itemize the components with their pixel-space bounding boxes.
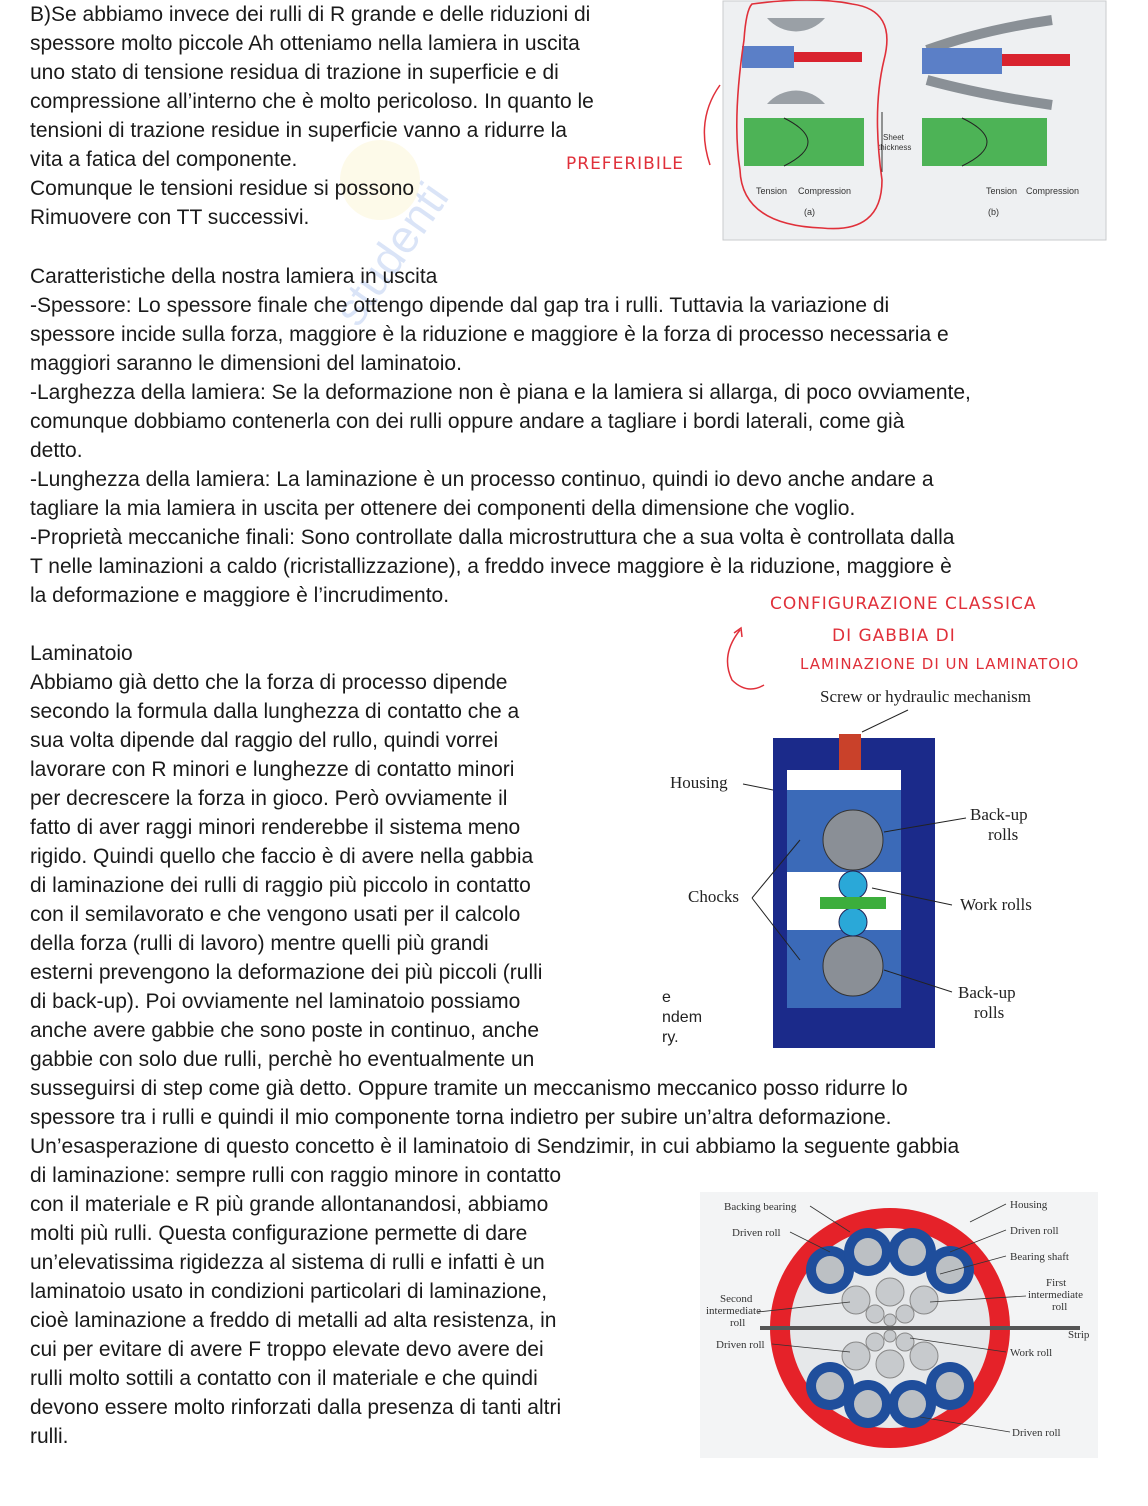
text-line: spessore tra i rulli e quindi il mio componente torna indietro per subire un’altra deformazione.	[30, 1106, 892, 1129]
label-work-rolls: Work rolls	[960, 895, 1032, 914]
strip-out-b	[1002, 54, 1070, 66]
text-line: lavorare con R minori e lunghezze di contatto minori	[30, 758, 515, 781]
sendzimir-strip	[760, 1326, 1080, 1330]
label-tension-a: Tension	[756, 186, 788, 196]
text-line: cui per evitare di avere F troppo elevate devo avere dei	[30, 1338, 544, 1361]
label-bearing-shaft: Bearing shaft	[1010, 1251, 1069, 1263]
text-line: susseguirsi di step come già detto. Oppure tramite un meccanismo meccanico posso ridurre lo	[30, 1077, 908, 1100]
label-thickness: thickness	[878, 143, 912, 152]
residual-stress-figure	[722, 0, 1108, 242]
strip	[820, 897, 886, 909]
handnote-preferibile: PREFERIBILE	[566, 154, 685, 174]
text-line: anche avere gabbie che sono poste in continuo, anche	[30, 1019, 540, 1042]
label-strip: Strip	[1068, 1329, 1090, 1341]
hand-arrow	[690, 80, 730, 170]
text-line: di back-up). Poi ovviamente nel laminatoio possiamo	[30, 990, 521, 1013]
section-b-paragraph	[30, 0, 710, 232]
text-line: della forza (rulli di lavoro) mentre quelli più grandi	[30, 932, 489, 955]
stress-block-a	[744, 118, 864, 166]
caption-b: (b)	[988, 207, 999, 217]
label-backup-top-2: rolls	[988, 825, 1019, 844]
stress-block-b	[922, 118, 1047, 166]
text-line: vita a fatica del componente.	[30, 148, 298, 171]
text-line: spessore incide sulla forza, maggiore è la riduzione e maggiore è la forza di processo necessaria e	[30, 323, 949, 346]
cut-text-1: e	[662, 989, 671, 1006]
watermark-text: studenti	[323, 172, 459, 335]
mill-stand-figure	[640, 680, 1110, 1060]
label-driven-roll-br: Driven roll	[1012, 1427, 1061, 1439]
text-line: rigido. Quindi quello che faccio è di avere nella gabbia	[30, 845, 534, 868]
cut-text-2: ndem	[662, 1009, 703, 1026]
text-line: -Larghezza della lamiera: Se la deformazione non è piana e la lamiera si allarga, di poco ovviamente,	[30, 381, 971, 404]
label-second-3: roll	[730, 1317, 746, 1329]
label-backing-bearing: Backing bearing	[724, 1201, 797, 1213]
text-line: detto.	[30, 439, 83, 462]
text-line: con il materiale e R più grande allontanandosi, abbiamo	[30, 1193, 549, 1216]
screw-leader	[862, 710, 908, 732]
label-first-1: First	[1046, 1277, 1067, 1289]
label-sheet: Sheet	[883, 133, 904, 142]
text-line: devono essere molto rinforzati dalla presenza di tanti altri	[30, 1396, 562, 1419]
text-line: Un’esasperazione di questo concetto è il laminatoio di Sendzimir, in cui abbiamo la seguente gabbia	[30, 1135, 960, 1158]
label-work-roll: Work roll	[1010, 1347, 1053, 1359]
label-first-3: roll	[1052, 1301, 1068, 1313]
text-line: T nelle laminazioni a caldo (ricristallizzazione), a freddo invece maggiore è la riduzione, maggiore è	[30, 555, 952, 578]
text-line: cioè laminazione a freddo di metalli ad alta resistenza, in	[30, 1309, 557, 1332]
text-line: Comunque le tensioni residue si possono	[30, 177, 415, 200]
text-line: maggiori saranno le dimensioni del laminatoio.	[30, 352, 462, 375]
label-backup-bot-2: rolls	[974, 1003, 1005, 1022]
label-housing: Housing	[670, 773, 728, 792]
strip-in-a	[742, 46, 794, 68]
text-line: -Spessore: Lo spessore finale che ottengo dipende dal gap tra i rulli. Tuttavia la variazione di	[30, 294, 890, 317]
label-second-1: Second	[720, 1293, 753, 1305]
strip-in-b	[922, 48, 1002, 74]
characteristics-section	[30, 262, 1130, 610]
section-heading: Caratteristiche della nostra lamiera in uscita	[30, 265, 438, 288]
handnote-line-2: DI GABBIA DI	[832, 626, 956, 646]
handnote-line-1: CONFIGURAZIONE CLASSICA	[770, 594, 1037, 614]
text-line: rulli.	[30, 1425, 69, 1448]
text-line: gabbie con solo due rulli, perchè ho eventualmente un	[30, 1048, 535, 1071]
label-backup-bot-1: Back-up	[958, 983, 1016, 1002]
housing-leader	[743, 784, 773, 790]
text-line: la deformazione e maggiore è l’incrudimento.	[30, 584, 450, 607]
text-line: sua volta dipende dal raggio del rullo, quindi vorrei	[30, 729, 499, 752]
cut-text-3: ry.	[662, 1029, 679, 1046]
text-line: di laminazione dei rulli di raggio più piccolo in contatto	[30, 874, 531, 897]
text-line: Abbiamo già detto che la forza di processo dipende	[30, 671, 508, 694]
text-line: compressione all’interno che è molto pericoloso. In quanto le	[30, 90, 594, 113]
label-screw: Screw or hydraulic mechanism	[820, 687, 1032, 706]
sendzimir-figure	[700, 1192, 1098, 1458]
text-line: fatto di aver raggi minori renderebbe il sistema meno	[30, 816, 521, 839]
label-first-2: intermediate	[1028, 1289, 1083, 1301]
label-backup-top-1: Back-up	[970, 805, 1028, 824]
screw	[839, 734, 861, 770]
text-line: -Lunghezza della lamiera: La laminazione è un processo continuo, quindi io devo anche andare a	[30, 468, 934, 491]
label-driven-roll-tl: Driven roll	[732, 1227, 781, 1239]
label-tension-b: Tension	[986, 186, 1018, 196]
text-line: tensioni di trazione residue in superficie vanno a ridurre la	[30, 119, 567, 142]
backup-roll-bottom	[823, 936, 883, 996]
text-line: Rimuovere con TT successivi.	[30, 206, 310, 229]
caption-a: (a)	[804, 207, 815, 217]
text-line: secondo la formula dalla lunghezza di contatto che a	[30, 700, 520, 723]
work-roll-top	[839, 871, 867, 899]
label-driven-roll-tr: Driven roll	[1010, 1225, 1059, 1237]
label-compression-b: Compression	[1026, 186, 1080, 196]
housing-gap	[787, 770, 901, 790]
text-line: di laminazione: sempre rulli con raggio minore in contatto	[30, 1164, 562, 1187]
strip-out-a	[794, 52, 862, 62]
text-line: B)Se abbiamo invece dei rulli di R grande e delle riduzioni di	[30, 3, 591, 26]
label-chocks: Chocks	[688, 887, 739, 906]
label-compression-a: Compression	[798, 186, 852, 196]
text-line: spessore molto piccole Ah otteniamo nella lamiera in uscita	[30, 32, 580, 55]
handnote-line-3: LAMINAZIONE DI UN LAMINATOIO	[800, 655, 1080, 673]
text-line: molti più rulli. Questa configurazione permette di dare	[30, 1222, 528, 1245]
label-second-2: intermediate	[706, 1305, 761, 1317]
backup-roll-top	[823, 810, 883, 870]
text-line: con il semilavorato e che vengono usati per il calcolo	[30, 903, 521, 926]
label-driven-roll-ml: Driven roll	[716, 1339, 765, 1351]
label-housing-s: Housing	[1010, 1199, 1048, 1211]
text-line: -Proprietà meccaniche finali: Sono controllate dalla microstruttura che a sua volta è controllata dalla	[30, 526, 955, 549]
text-line: esterni prevengono la deformazione dei più piccoli (rulli	[30, 961, 543, 984]
text-line: un’elevatissima rigidezza al sistema di rulli e infatti è un	[30, 1251, 545, 1274]
section-heading: Laminatoio	[30, 642, 133, 665]
text-line: rulli molto sottili a contatto con il materiale e che quindi	[30, 1367, 538, 1390]
text-line: comunque dobbiamo contenerla con dei rulli oppure andare a tagliare i bordi laterali, come già	[30, 410, 905, 433]
text-line: tagliare la mia lamiera in uscita per ottenere dei componenti della dimensione che voglio.	[30, 497, 856, 520]
work-roll-bottom	[839, 908, 867, 936]
text-line: uno stato di tensione residua di trazione in superficie e di	[30, 61, 559, 84]
text-line: laminatoio usato in condizioni particolari di laminazione,	[30, 1280, 548, 1303]
text-line: per decrescere la forza in gioco. Però ovviamente il	[30, 787, 508, 810]
